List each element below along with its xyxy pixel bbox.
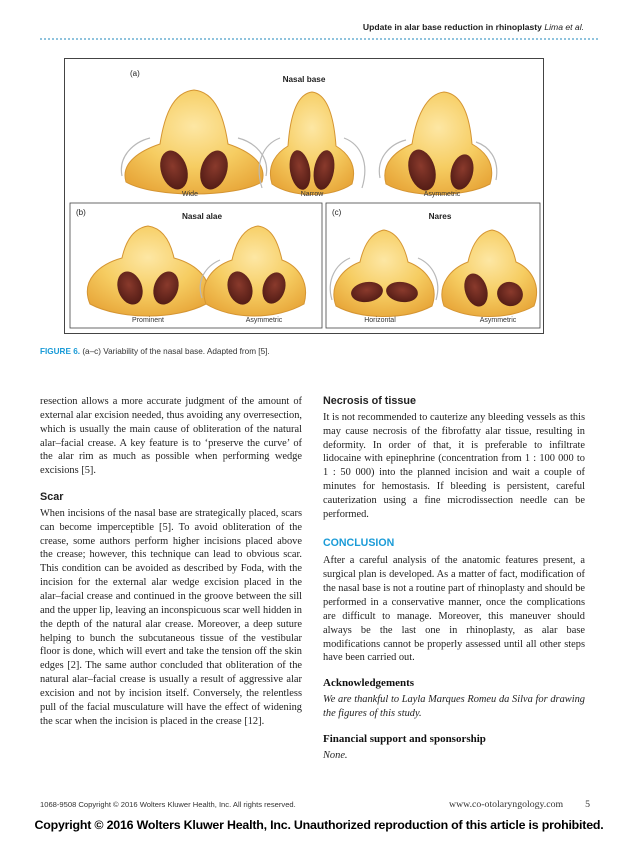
panel-a-letter: (a)	[130, 69, 140, 78]
footer-copyright: 1068-9508 Copyright © 2016 Wolters Kluwer Health, Inc. All rights reserved.	[40, 800, 296, 809]
nose-wide	[121, 90, 266, 194]
label-asymmetric-base: Asymmetric	[423, 191, 461, 198]
panel-b-title: Nasal alae	[181, 212, 223, 221]
page-number: 5	[585, 799, 590, 810]
nose-asymmetric-nares	[442, 230, 537, 317]
running-head	[363, 22, 584, 32]
funding-heading: Financial support and sponsorship	[323, 732, 486, 745]
right-column	[323, 395, 585, 762]
nose-asymmetric-alae	[200, 226, 305, 316]
conclusion-heading: CONCLUSION	[323, 536, 395, 549]
footer-right	[449, 799, 590, 810]
label-narrow: Narrow	[300, 191, 324, 198]
scar-paragraph: When incisions of the nasal base are strategically placed, scars can become imperceptible [5]. To avoid obliteration of the crease, some authors perform higher incisions placed above the crease; however, this technique can lead to obvious scar. This condition can be avoided as described by Foda, with the incision for the external alar wedge excision placed in the alar–facial crease and continued in the groove between the sill and the upper lip, leaving an inconspicuous scar well hidden in the depth of the natural alar crease. Moreover, a deep suture helping to bunch the subcutaneous tissue of the vestibular floor is done, which will evert and take the tension off the skin edges [2]. The same author concluded that obliteration of the natural alar–facial crease is usually a result of aggressive alar excision and not by incision itself. Conversely, the relentless pull of the facial musculature will have the effect of widening the scar when the incision is placed in the crease [12].	[40, 507, 302, 727]
acknowledgements-text: We are thankful to Layla Marques Romeu da Silva for drawing the figures of this study.	[323, 694, 585, 719]
label-prominent: Prominent	[132, 317, 164, 324]
conclusion-paragraph: After a careful analysis of the anatomic features present, a surgical plan is developed. As a matter of fact, modification of the nasal base is not a routine part of rhinoplasty and should be performed in a conservative manner, once the complications are difficult to manage. Moreover, this maneuver should always be the last one in rhinoplasty, as alar base modifications cannot be properly assessed until all other steps have been carried out.	[323, 555, 586, 664]
left-column	[40, 395, 302, 728]
figure-illustration	[64, 58, 544, 334]
panel-c-letter: (c)	[332, 208, 342, 217]
figure-caption-text: (a–c) Variability of the nasal base. Adapted from [5].	[82, 347, 270, 356]
scar-heading: Scar	[40, 491, 64, 504]
panel-b-letter: (b)	[76, 208, 86, 217]
intro-paragraph: resection allows a more accurate judgment of the amount of external alar excision needed, thus avoiding any overresection, which is usually the main cause of obliteration of the natural alar–facial crease. A key feature is to ‘preserve the curve’ of the alar rim as much as possible when performing wedge excisions [5].	[40, 396, 302, 477]
label-horizontal: Horizontal	[364, 317, 396, 324]
panel-a-title: Nasal base	[282, 75, 326, 84]
nose-narrow	[259, 92, 365, 195]
necrosis-heading: Necrosis of tissue	[323, 395, 417, 407]
label-wide: Wide	[182, 191, 198, 198]
figure-caption-label: FIGURE 6.	[40, 347, 81, 356]
acknowledgements-heading: Acknowledgements	[323, 677, 415, 690]
running-authors: Lima et al.	[544, 22, 584, 32]
funding-text: None.	[323, 749, 348, 761]
footer-website[interactable]: www.co-otolaryngology.com	[449, 799, 564, 810]
header-rule	[40, 38, 598, 40]
copyright-banner: Copyright © 2016 Wolters Kluwer Health, Inc. Unauthorized reproduction of this article is prohibited.	[34, 818, 604, 832]
necrosis-paragraph: It is not recommended to cauterize any bleeding vessels as this may cause necrosis of the fibrofatty alar tissue, resulting in deformity. In order of that, it is preferable to infiltrate lidocaine with epinephrine (concentration from 1 : 100 000 to 1 : 50 000) into the planned incision and wait a couple of minutes for hemostasis. If bleeding is persistent, careful cauterization using a fine microdissection needle can be performed.	[323, 411, 585, 520]
panel-c-title: Nares	[428, 212, 452, 221]
nose-asymmetric-base	[379, 92, 496, 195]
nose-prominent-alae	[87, 226, 208, 316]
label-asymmetric-alae: Asymmetric	[245, 317, 283, 324]
nose-horizontal-nares	[330, 230, 438, 317]
label-asymmetric-nares: Asymmetric	[479, 317, 517, 324]
figure-caption	[40, 347, 270, 356]
running-title: Update in alar base reduction in rhinoplasty	[362, 22, 542, 32]
